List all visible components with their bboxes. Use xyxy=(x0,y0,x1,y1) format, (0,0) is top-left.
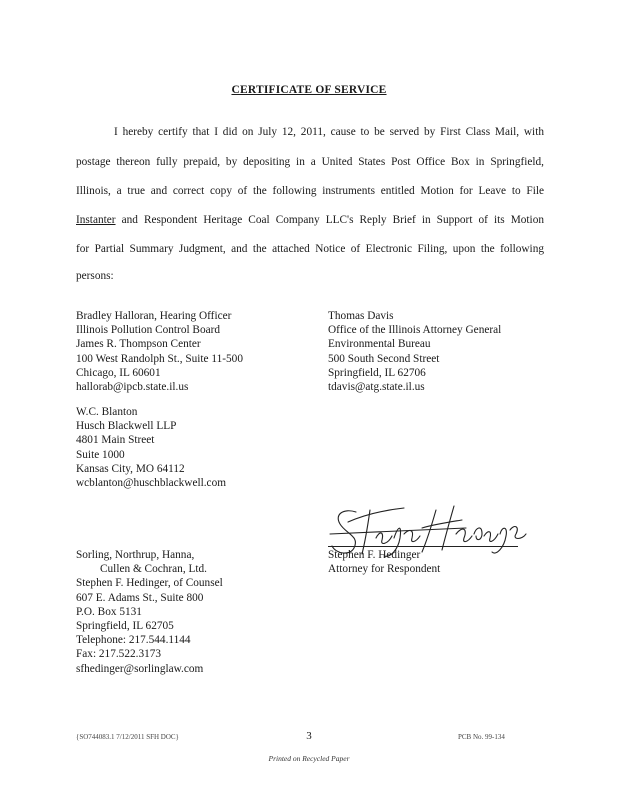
address-line: Illinois Pollution Control Board xyxy=(76,324,221,337)
footer-doc-code: {SO744083.1 7/12/2011 SFH DOC} xyxy=(76,733,179,741)
email-address: hallorab@ipcb.state.il.us xyxy=(76,381,189,394)
printed-on-recycled-paper: Printed on Recycled Paper xyxy=(268,754,350,763)
recipient-halloran xyxy=(76,309,243,394)
email-address: wcblanton@huschblackwell.com xyxy=(76,477,227,490)
firm-block xyxy=(76,548,223,676)
address-line: 100 West Randolph St., Suite 11-500 xyxy=(76,352,243,365)
address-line: Chicago, IL 60601 xyxy=(76,366,161,379)
address-line: James R. Thompson Center xyxy=(76,338,201,351)
body-line-2: postage thereon fully prepaid, by depositing in a United States Post Office Box in Springfield, xyxy=(76,156,544,168)
body-line-4-rest: and Respondent Heritage Coal Company LLC's Reply Brief in Support of its Motion xyxy=(115,214,544,226)
address-line: 500 South Second Street xyxy=(328,352,440,365)
body-line-3: Illinois, a true and correct copy of the following instruments entitled Motion for Leave to File xyxy=(76,185,544,197)
body-line-5: for Partial Summary Judgment, and the attached Notice of Electronic Filing, upon the following xyxy=(76,243,544,255)
body-line-4 xyxy=(76,214,544,226)
firm-fax: Fax: 217.522.3173 xyxy=(76,648,162,661)
firm-line: P.O. Box 5131 xyxy=(76,605,142,618)
signature-line xyxy=(328,546,518,547)
recipient-davis xyxy=(328,309,501,394)
firm-line: 607 E. Adams St., Suite 800 xyxy=(76,591,204,604)
address-line: Springfield, IL 62706 xyxy=(328,366,426,379)
signer-name: Stephen F. Hedinger xyxy=(328,549,421,561)
email-address: tdavis@atg.state.il.us xyxy=(328,381,425,394)
body-line-6: persons: xyxy=(76,270,114,282)
certificate-heading: CERTIFICATE OF SERVICE xyxy=(231,84,387,96)
footer-pcb-number: PCB No. 99-134 xyxy=(458,733,505,741)
firm-line: Sorling, Northrup, Hanna, xyxy=(76,549,195,561)
address-line: Thomas Davis xyxy=(328,310,394,322)
page-number: 3 xyxy=(306,730,312,742)
address-line: Environmental Bureau xyxy=(328,338,431,351)
firm-line: Springfield, IL 62705 xyxy=(76,620,174,633)
address-line: 4801 Main Street xyxy=(76,434,155,447)
signer-role: Attorney for Respondent xyxy=(328,563,441,576)
signer-block xyxy=(328,548,440,576)
address-line: Office of the Illinois Attorney General xyxy=(328,324,502,337)
address-line: Husch Blackwell LLP xyxy=(76,420,177,433)
firm-line: Stephen F. Hedinger, of Counsel xyxy=(76,577,223,590)
recipient-blanton xyxy=(76,405,226,490)
firm-line: Cullen & Cochran, Ltd. xyxy=(100,563,207,576)
address-line: Bradley Halloran, Hearing Officer xyxy=(76,310,232,322)
address-line: Suite 1000 xyxy=(76,448,125,461)
body-line-1: I hereby certify that I did on July 12, 2011, cause to be served by First Class Mail, with xyxy=(114,126,544,138)
address-line: W.C. Blanton xyxy=(76,406,138,418)
instanter-underlined: Instanter xyxy=(76,214,116,226)
address-line: Kansas City, MO 64112 xyxy=(76,462,185,475)
firm-phone: Telephone: 217.544.1144 xyxy=(76,634,191,647)
firm-email: sfhedinger@sorlinglaw.com xyxy=(76,662,204,675)
